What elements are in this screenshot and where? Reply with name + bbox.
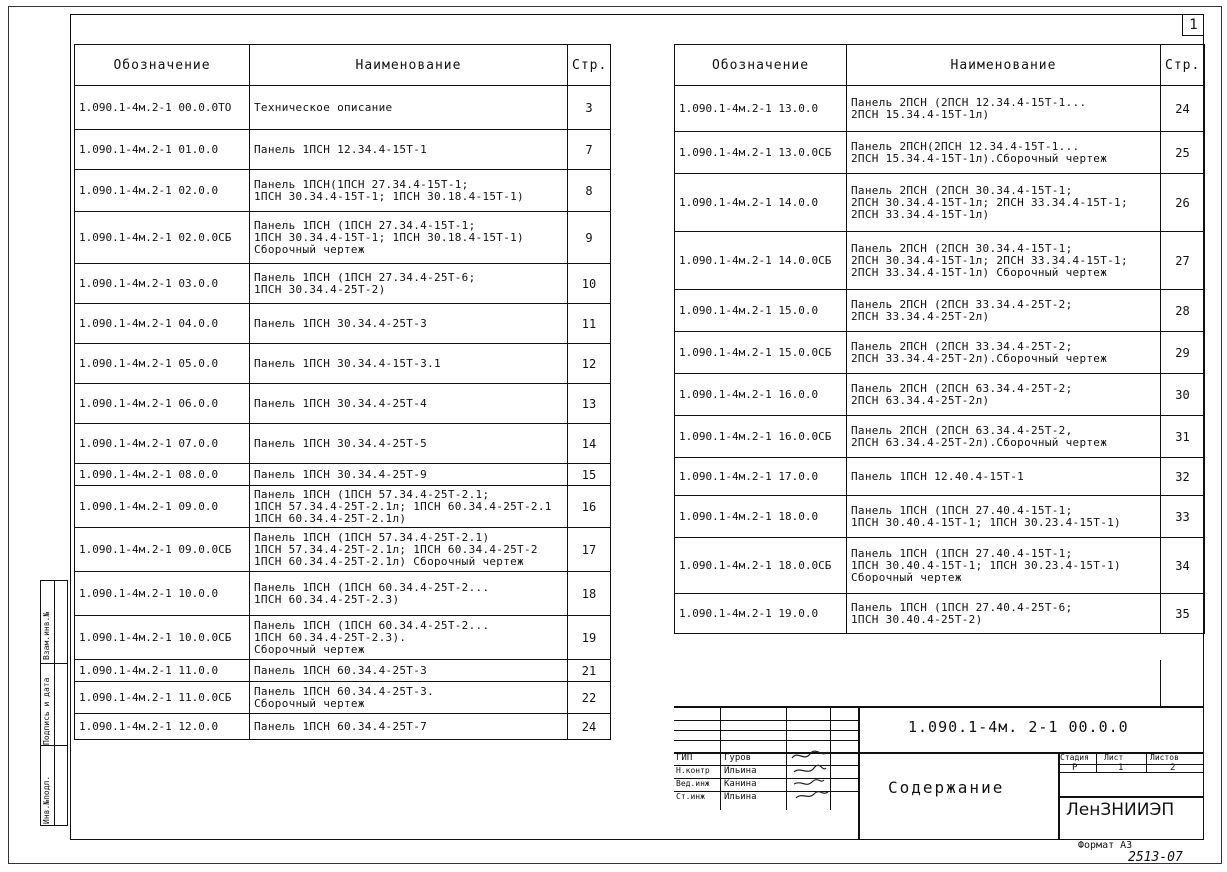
name-cell: Панель 2ПСН (2ПСН 63.34.4-25Т-2, 2ПСН 63.34.4-25Т-2л).Сборочный чертеж (847, 416, 1161, 458)
page-cell: 26 (1161, 174, 1205, 232)
table-row (675, 86, 1205, 132)
table-row (75, 572, 611, 616)
document-title: Содержание (888, 778, 1005, 797)
name-cell: Панель 1ПСН (1ПСН 57.34.4-25Т-2.1; 1ПСН 57.34.4-25Т-2.1л; 1ПСН 60.34.4-25Т-2.1 1ПСН 60.34.4-25Т-2.1л) (250, 486, 568, 528)
designation-cell: 1.090.1-4м.2-1 10.0.0 (75, 572, 250, 616)
table-row (75, 170, 611, 212)
page-cell: 32 (1161, 458, 1205, 496)
table-row (675, 538, 1205, 594)
page-cell: 17 (568, 528, 611, 572)
name-cell: Панель 1ПСН (1ПСН 27.40.4-25Т-6; 1ПСН 30.40.4-25Т-2) (847, 594, 1161, 634)
name-cell: Панель 2ПСН (2ПСН 30.34.4-15Т-1; 2ПСН 30.34.4-15Т-1л; 2ПСН 33.34.4-15Т-1; 2ПСН 33.34.4-15Т-1л) (847, 174, 1161, 232)
archive-number: 2513-07 (1128, 850, 1183, 865)
name-ilina-2: Ильина (724, 792, 757, 802)
designation-cell: 1.090.1-4м.2-1 13.0.0СБ (675, 132, 847, 174)
role-nkontr: Н.контр (676, 766, 710, 775)
table-row (75, 344, 611, 384)
page-cell: 24 (568, 714, 611, 740)
name-cell: Панель 1ПСН (1ПСН 57.34.4-25Т-2.1) 1ПСН 57.34.4-25Т-2.1л; 1ПСН 60.34.4-25Т-2 1ПСН 60.34.4-25Т-2.1л) Сборочный чертеж (250, 528, 568, 572)
name-cell: Панель 2ПСН (2ПСН 33.34.4-25Т-2; 2ПСН 33.34.4-25Т-2л).Сборочный чертеж (847, 332, 1161, 374)
page-cell: 29 (1161, 332, 1205, 374)
page-cell: 24 (1161, 86, 1205, 132)
name-cell: Панель 1ПСН 30.34.4-15Т-3.1 (250, 344, 568, 384)
name-cell: Панель 1ПСН (1ПСН 27.34.4-15Т-1; 1ПСН 30.34.4-15Т-1; 1ПСН 30.18.4-15Т-1) Сборочный чертеж (250, 212, 568, 264)
name-cell: Панель 2ПСН(2ПСН 12.34.4-15Т-1... 2ПСН 15.34.4-15Т-1л).Сборочный чертеж (847, 132, 1161, 174)
page-cell: 3 (568, 86, 611, 130)
designation-cell: 1.090.1-4м.2-1 19.0.0 (675, 594, 847, 634)
header-page: Стр. (568, 45, 611, 86)
name-cell: Панель 1ПСН(1ПСН 27.34.4-15Т-1; 1ПСН 30.34.4-15Т-1; 1ПСН 30.18.4-15Т-1) (250, 170, 568, 212)
designation-cell: 1.090.1-4м.2-1 15.0.0СБ (675, 332, 847, 374)
sheet-value: 1 (1118, 763, 1124, 773)
name-cell: Панель 1ПСН 60.34.4-25Т-7 (250, 714, 568, 740)
table-row (75, 616, 611, 660)
table-row (675, 374, 1205, 416)
table-header-row (75, 45, 611, 86)
table-header-row (675, 45, 1205, 86)
designation-cell: 1.090.1-4м.2-1 17.0.0 (675, 458, 847, 496)
table-row (675, 132, 1205, 174)
contents-table-left-body (75, 86, 611, 740)
page-cell: 8 (568, 170, 611, 212)
page-cell: 14 (568, 424, 611, 464)
page-cell: 10 (568, 264, 611, 304)
table-row (75, 660, 611, 682)
page-cell: 12 (568, 344, 611, 384)
sheet-label: Лист (1104, 753, 1124, 762)
contents-table-right (674, 44, 1205, 634)
header-designation: Обозначение (675, 45, 847, 86)
name-cell: Техническое описание (250, 86, 568, 130)
table-row (75, 212, 611, 264)
table-row (75, 486, 611, 528)
stage-label: Стадия (1060, 753, 1089, 762)
role-gip: ГИП (676, 753, 693, 763)
designation-cell: 1.090.1-4м.2-1 06.0.0 (75, 384, 250, 424)
table-row (75, 424, 611, 464)
designation-cell: 1.090.1-4м.2-1 14.0.0 (675, 174, 847, 232)
table-row (75, 528, 611, 572)
table-row (675, 332, 1205, 374)
side-stamp-replace: Взам.инв.№ (42, 611, 51, 660)
name-cell: Панель 1ПСН 30.34.4-25Т-5 (250, 424, 568, 464)
document-code: 1.090.1-4м. 2-1 00.0.0 (908, 718, 1129, 736)
name-cell: Панель 1ПСН 60.34.4-25Т-3. Сборочный чертеж (250, 682, 568, 714)
role-stinzh: Ст.инж (676, 792, 705, 801)
header-page: Стр. (1161, 45, 1205, 86)
page-cell: 15 (568, 464, 611, 486)
contents-table-left (74, 44, 611, 740)
page-number: 1 (1182, 14, 1204, 36)
name-cell: Панель 1ПСН (1ПСН 60.34.4-25Т-2... 1ПСН 60.34.4-25Т-2.3) (250, 572, 568, 616)
designation-cell: 1.090.1-4м.2-1 05.0.0 (75, 344, 250, 384)
stage-value: Р (1072, 763, 1078, 773)
name-cell: Панель 2ПСН (2ПСН 12.34.4-15Т-1... 2ПСН 15.34.4-15Т-1л) (847, 86, 1161, 132)
role-vedinzh: Вед.инж (676, 779, 710, 788)
designation-cell: 1.090.1-4м.2-1 01.0.0 (75, 130, 250, 170)
name-cell: Панель 1ПСН 30.34.4-25Т-9 (250, 464, 568, 486)
page-cell: 19 (568, 616, 611, 660)
table-row (75, 714, 611, 740)
name-cell: Панель 1ПСН 60.34.4-25Т-3 (250, 660, 568, 682)
page-cell: 11 (568, 304, 611, 344)
page-cell: 27 (1161, 232, 1205, 290)
table-row (675, 458, 1205, 496)
page-cell: 16 (568, 486, 611, 528)
table-row (675, 594, 1205, 634)
designation-cell: 1.090.1-4м.2-1 16.0.0 (675, 374, 847, 416)
name-cell: Панель 1ПСН 12.40.4-15Т-1 (847, 458, 1161, 496)
page-cell: 33 (1161, 496, 1205, 538)
designation-cell: 1.090.1-4м.2-1 08.0.0 (75, 464, 250, 486)
page-cell: 7 (568, 130, 611, 170)
header-name: Наименование (847, 45, 1161, 86)
name-cell: Панель 2ПСН (2ПСН 30.34.4-15Т-1; 2ПСН 30.34.4-15Т-1л; 2ПСН 33.34.4-15Т-1; 2ПСН 33.34.4-15Т-1л) Сборочный чертеж (847, 232, 1161, 290)
table-row (675, 232, 1205, 290)
page-cell: 31 (1161, 416, 1205, 458)
page-cell: 9 (568, 212, 611, 264)
name-cell: Панель 1ПСН (1ПСН 27.34.4-25Т-6; 1ПСН 30.34.4-25Т-2) (250, 264, 568, 304)
page-cell: 30 (1161, 374, 1205, 416)
name-kanina: Канина (724, 779, 757, 789)
name-cell: Панель 1ПСН (1ПСН 27.40.4-15Т-1; 1ПСН 30.40.4-15Т-1; 1ПСН 30.23.4-15Т-1) Сборочный чертеж (847, 538, 1161, 594)
designation-cell: 1.090.1-4м.2-1 18.0.0СБ (675, 538, 847, 594)
format-label: Формат А3 (1078, 840, 1133, 851)
page-cell: 28 (1161, 290, 1205, 332)
table-row (75, 464, 611, 486)
designation-cell: 1.090.1-4м.2-1 11.0.0 (75, 660, 250, 682)
side-stamp-inv: Инв.№подл. (42, 775, 51, 824)
designation-cell: 1.090.1-4м.2-1 14.0.0СБ (675, 232, 847, 290)
page-cell: 25 (1161, 132, 1205, 174)
name-cell: Панель 1ПСН (1ПСН 60.34.4-25Т-2... 1ПСН 60.34.4-25Т-2.3). Сборочный чертеж (250, 616, 568, 660)
sheets-value: 2 (1170, 763, 1176, 773)
table-row (675, 290, 1205, 332)
designation-cell: 1.090.1-4м.2-1 09.0.0СБ (75, 528, 250, 572)
designation-cell: 1.090.1-4м.2-1 03.0.0 (75, 264, 250, 304)
designation-cell: 1.090.1-4м.2-1 00.0.0ТО (75, 86, 250, 130)
name-cell: Панель 2ПСН (2ПСН 63.34.4-25Т-2; 2ПСН 63.34.4-25Т-2л) (847, 374, 1161, 416)
table-row (75, 384, 611, 424)
table-row (75, 130, 611, 170)
page-cell: 18 (568, 572, 611, 616)
designation-cell: 1.090.1-4м.2-1 02.0.0 (75, 170, 250, 212)
name-cell: Панель 1ПСН 30.34.4-25Т-3 (250, 304, 568, 344)
header-designation: Обозначение (75, 45, 250, 86)
contents-table-right-body (675, 86, 1205, 634)
designation-cell: 1.090.1-4м.2-1 18.0.0 (675, 496, 847, 538)
name-cell: Панель 1ПСН 12.34.4-15Т-1 (250, 130, 568, 170)
table-row (675, 174, 1205, 232)
table-row (75, 682, 611, 714)
name-cell: Панель 1ПСН (1ПСН 27.40.4-15Т-1; 1ПСН 30.40.4-15Т-1; 1ПСН 30.23.4-15Т-1) (847, 496, 1161, 538)
table-row (675, 416, 1205, 458)
page-cell: 35 (1161, 594, 1205, 634)
designation-cell: 1.090.1-4м.2-1 07.0.0 (75, 424, 250, 464)
page-cell: 34 (1161, 538, 1205, 594)
designation-cell: 1.090.1-4м.2-1 10.0.0СБ (75, 616, 250, 660)
sheets-label: Листов (1150, 753, 1179, 762)
designation-cell: 1.090.1-4м.2-1 02.0.0СБ (75, 212, 250, 264)
table-row (75, 264, 611, 304)
page-cell: 21 (568, 660, 611, 682)
page-cell: 22 (568, 682, 611, 714)
designation-cell: 1.090.1-4м.2-1 04.0.0 (75, 304, 250, 344)
designation-cell: 1.090.1-4м.2-1 11.0.0СБ (75, 682, 250, 714)
name-gurov: Гуров (724, 753, 752, 763)
side-stamp-signature: Подпись и дата (42, 677, 51, 745)
table-row (75, 86, 611, 130)
table-row (675, 496, 1205, 538)
name-cell: Панель 1ПСН 30.34.4-25Т-4 (250, 384, 568, 424)
designation-cell: 1.090.1-4м.2-1 15.0.0 (675, 290, 847, 332)
designation-cell: 1.090.1-4м.2-1 12.0.0 (75, 714, 250, 740)
organization-name: ЛенЗНИИЭП (1066, 800, 1175, 820)
header-name: Наименование (250, 45, 568, 86)
name-cell: Панель 2ПСН (2ПСН 33.34.4-25Т-2; 2ПСН 33.34.4-25Т-2л) (847, 290, 1161, 332)
name-ilina: Ильина (724, 766, 757, 776)
page-cell: 13 (568, 384, 611, 424)
designation-cell: 1.090.1-4м.2-1 09.0.0 (75, 486, 250, 528)
table-row (75, 304, 611, 344)
designation-cell: 1.090.1-4м.2-1 16.0.0СБ (675, 416, 847, 458)
signatures-image (788, 748, 832, 808)
designation-cell: 1.090.1-4м.2-1 13.0.0 (675, 86, 847, 132)
